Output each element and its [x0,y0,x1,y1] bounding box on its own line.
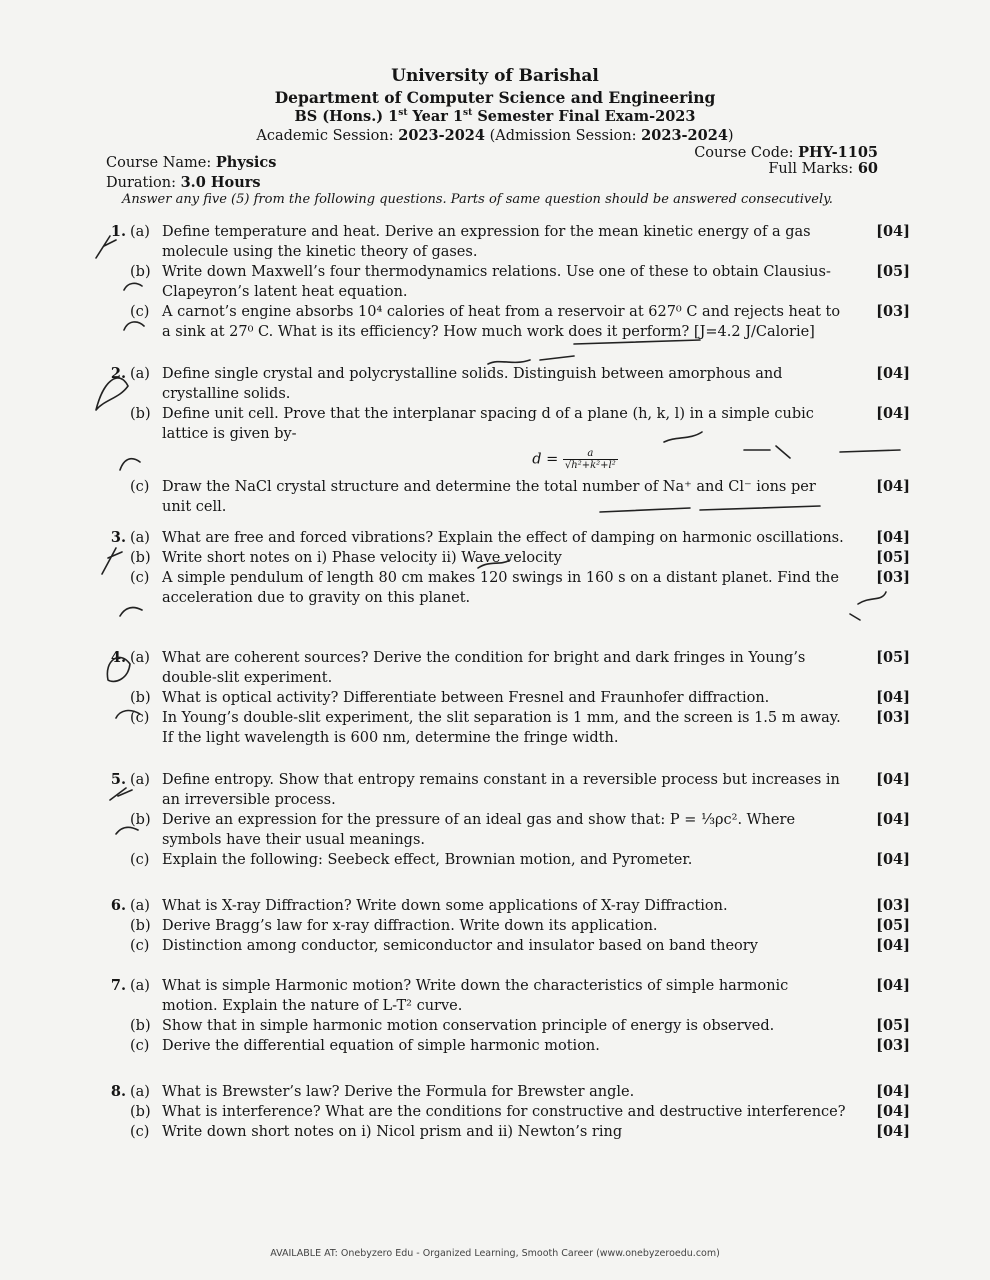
course-name: Course Name: Physics [106,154,277,171]
part-text: Derive the differential equation of simple harmonic motion. [162,1038,600,1054]
part-label: (b) [130,550,151,566]
part-label: (a) [130,224,150,240]
part-label: (a) [130,898,150,914]
part-label: (b) [130,812,151,828]
formula-denominator: √h²+k²+l² [564,460,616,471]
marks: [04] [876,689,910,706]
part-label: (b) [130,1018,151,1034]
question-number: 2. [110,365,126,382]
formula-numerator: a [563,448,618,460]
part-label: (a) [130,1084,150,1100]
part-label: (c) [130,710,150,726]
part-text: What is simple Harmonic motion? Write down the characteristics of simple harmonic motion. Explain the nature of L-T² curve. [162,978,789,1014]
marks: [04] [876,977,910,994]
part-text: Explain the following: Seebeck effect, Brownian motion, and Pyrometer. [162,852,693,868]
part-label: (b) [130,406,151,422]
part-label: (a) [130,772,150,788]
marks: [04] [876,223,910,240]
marks: [03] [876,897,910,914]
part-text: What is interference? What are the conditions for constructive and destructive interference? [162,1104,846,1120]
part-label: (a) [130,650,150,666]
marks: [03] [876,709,910,726]
part-label: (b) [130,1104,151,1120]
part-text: Distinction among conductor, semiconductor and insulator based on band theory [162,938,758,954]
part-label: (b) [130,918,151,934]
part-text: Define single crystal and polycrystalline solids. Distinguish between amorphous and crystalline solids. [162,366,783,402]
marks: [04] [876,1103,910,1120]
instructions: Answer any five (5) from the following questions. Parts of same question should be answered consecutively. [122,192,833,207]
question-number: 8. [110,1083,126,1100]
marks: [05] [876,649,910,666]
duration: Duration: 3.0 Hours [106,174,261,191]
part-label: (a) [130,366,150,382]
part-text: Write down Maxwell’s four thermodynamics relations. Use one of these to obtain Clausius-Clapeyron’s latent heat equation. [162,264,831,300]
footer-note: AVAILABLE AT: Onebyzero Edu - Organized Learning, Smooth Career (www.onebyzeroedu.com) [270,1248,720,1259]
department-name: Department of Computer Science and Engineering [274,88,716,107]
question-number: 6. [110,897,126,914]
marks: [05] [876,917,910,934]
part-label: (c) [130,938,150,954]
part-text: Write short notes on i) Phase velocity ii) Wave velocity [162,550,562,566]
part-label: (b) [130,690,151,706]
marks: [04] [876,1083,910,1100]
question-number: 5. [110,771,126,788]
part-text: What is optical activity? Differentiate between Fresnel and Fraunhofer diffraction. [162,690,770,706]
part-label: (c) [130,852,150,868]
part-text: Define entropy. Show that entropy remains constant in a reversible process but increases in an irreversible process. [162,772,840,808]
marks: [04] [876,405,910,422]
part-text: Define temperature and heat. Derive an expression for the mean kinetic energy of a gas molecule using the kinetic theory of gases. [162,224,811,260]
part-text: What are free and forced vibrations? Explain the effect of damping on harmonic oscillations. [162,530,844,546]
part-text: Define unit cell. Prove that the interplanar spacing d of a plane (h, k, l) in a simple cubic lattice is given by- [162,406,814,442]
full-marks: Full Marks: 60 [768,160,878,177]
marks: [04] [876,771,910,788]
part-text: Derive an expression for the pressure of an ideal gas and show that: P = ⅓ρc². Where symbols have their usual meanings. [162,812,796,848]
marks: [03] [876,569,910,586]
part-text: A carnot’s engine absorbs 10⁴ calories of heat from a reservoir at 627⁰ C and rejects heat to a sink at 27⁰ C. What is its efficiency? How much work does it perform? [J=4.2 J/Calorie] [162,304,841,340]
part-label: (c) [130,1038,150,1054]
course-code: Course Code: PHY-1105 [694,144,878,161]
part-label: (c) [130,1124,150,1140]
question-number: 3. [110,529,126,546]
part-text: Draw the NaCl crystal structure and determine the total number of Na⁺ and Cl⁻ ions per unit cell. [162,479,816,515]
part-text: What is X-ray Diffraction? Write down some applications of X-ray Diffraction. [162,898,728,914]
part-label: (a) [130,530,150,546]
part-text: A simple pendulum of length 80 cm makes 120 swings in 160 s on a distant planet. Find the acceleration due to gravity on this planet. [162,570,839,606]
marks: [04] [876,1123,910,1140]
part-label: (c) [130,479,150,495]
marks: [04] [876,365,910,382]
part-text: What are coherent sources? Derive the condition for bright and dark fringes in Young’s double-slit experiment. [162,650,806,686]
marks: [03] [876,1037,910,1054]
session-line: Academic Session: 2023-2024 (Admission Session: 2023-2024) [256,127,734,144]
part-label: (a) [130,978,150,994]
part-label: (b) [130,264,151,280]
marks: [04] [876,478,910,495]
exam-title: BS (Hons.) 1st Year 1st Semester Final Exam-2023 [294,108,696,125]
marks: [04] [876,529,910,546]
part-text: Show that in simple harmonic motion conservation principle of energy is observed. [162,1018,775,1034]
question-number: 4. [110,649,126,666]
marks: [04] [876,851,910,868]
part-text: Write down short notes on i) Nicol prism and ii) Newton’s ring [162,1124,623,1140]
marks: [04] [876,811,910,828]
marks: [05] [876,1017,910,1034]
part-label: (c) [130,304,150,320]
part-text: What is Brewster’s law? Derive the Formula for Brewster angle. [162,1084,635,1100]
university-name: University of Barishal [391,66,599,86]
part-text: In Young’s double-slit experiment, the slit separation is 1 mm, and the screen is 1.5 m away. If the light wavelength is 600 nm, determine the fringe width. [162,710,841,746]
question-number: 1. [110,223,126,240]
marks: [05] [876,549,910,566]
marks: [05] [876,263,910,280]
question-number: 7. [110,977,126,994]
part-text: Derive Bragg’s law for x-ray diffraction. Write down its application. [162,918,658,934]
marks: [04] [876,937,910,954]
marks: [03] [876,303,910,320]
formula-lhs: d = [532,451,563,468]
part-label: (c) [130,570,150,586]
